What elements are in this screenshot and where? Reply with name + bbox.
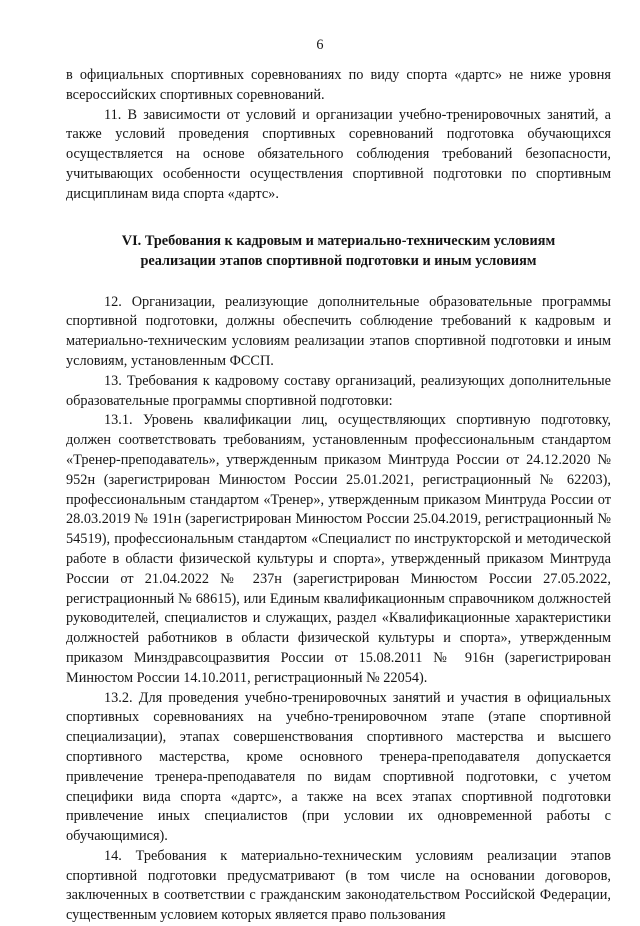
- section-heading: [66, 231, 611, 271]
- page-number: 6: [316, 37, 324, 53]
- paragraph-13-2: 13.2. Для проведения учебно-тренировочных занятий и участия в официальных спортивных соревнованиях на учебно-тренировочном этапе (этапе спортивной специализации), этапах совершенствования спортивного мастерства и высшего спортивного мастерства, кроме основного тренера-преподавателя допускается привлечение тренера-преподавателя по видам спортивной подготовки, с учетом специфики вида спорта «дартс», а также на всех этапах спортивной подготовки привлечение иных специалистов (при условии их одновременной работы с обучающимися).: [66, 689, 611, 845]
- paragraph-12: 12. Организации, реализующие дополнительные образовательные программы спортивной подготовки, должны обеспечить соблюдение требований к кадровым и материально-техническим условиям реализации этапов спортивной подготовки и иным условиям, установленным ФССП.: [66, 293, 611, 369]
- document-body: [66, 66, 611, 926]
- paragraph-continuation: в официальных спортивных соревнованиях по виду спорта «дартс» не ниже уровня всероссийских спортивных соревнований.: [66, 67, 611, 103]
- section-heading-line-2: реализации этапов спортивной подготовки и иным условиям: [140, 252, 537, 269]
- paragraph-13-1: 13.1. Уровень квалификации лиц, осуществляющих спортивную подготовку, должен соответствовать требованиям, установленным профессиональным стандартом «Тренер-преподаватель», утвержденным приказом Минтруда России от 24.12.2020 № 952н (зарегистрирован Минюстом России 25.01.2021, регистрационный № 62203), профессиональным стандартом «Тренер», утвержденным приказом Минтруда России от 28.03.2019 № 191н (зарегистрирован Минюстом России 25.04.2019, регистрационный № 54519), профессиональным стандартом «Специалист по инструкторской и методической работе в области физической культуры и спорта», утвержденный приказом Минтруда России от 21.04.2022 № 237н (зарегистрирован Минюстом России 27.05.2022, регистрационный № 68615), или Единым квалификационным справочником должностей руководителей, специалистов и служащих, раздел «Квалификационные характеристики должностей работников в области физической культуры и спорта», утвержденным приказом Минздравсоцразвития России от 15.08.2011 № 916н (зарегистрирован Минюстом России 14.10.2011, регистрационный № 22054).: [66, 412, 611, 686]
- section-heading-line-1: VI. Требования к кадровым и материально-техническим условиям: [121, 232, 556, 249]
- paragraph-14: 14. Требования к материально-техническим условиям реализации этапов спортивной подготовки предусматривают (в том числе на основании договоров, заключенных в соответствии с гражданским законодательством Российской Федерации, существенным условием которых является право пользования: [66, 847, 611, 924]
- paragraph-13: 13. Требования к кадровому составу организаций, реализующих дополнительные образовательные программы спортивной подготовки:: [66, 372, 611, 409]
- paragraph-11: 11. В зависимости от условий и организации учебно-тренировочных занятий, а также условий проведения спортивных соревнований подготовка обучающихся осуществляется на основе обязательного соблюдения требований безопасности, учитывающих особенности осуществления спортивной подготовки по спортивным дисциплинам вида спорта «дартс».: [66, 106, 611, 202]
